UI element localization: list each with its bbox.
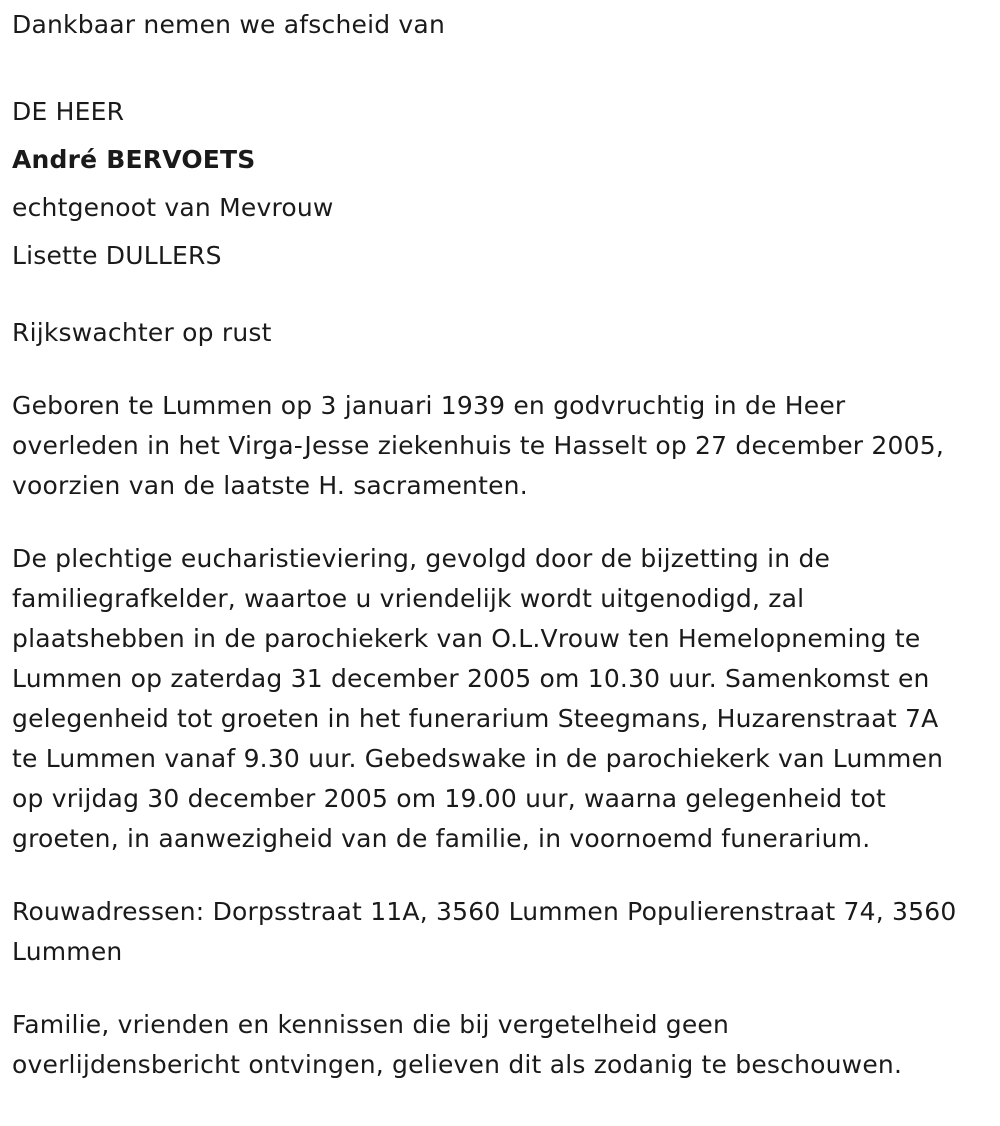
paragraph-line: gelegenheid tot groeten in het funerarium Steegmans, Huzarenstraat 7A bbox=[12, 704, 939, 733]
spacer bbox=[12, 353, 992, 386]
relation-line-1: echtgenoot van Mevrouw bbox=[12, 193, 334, 222]
paragraph-line: voorzien van de laatste H. sacramenten. bbox=[12, 471, 528, 500]
paragraph-line: overlijdensbericht ontvingen, gelieven dit als zodanig te beschouwen. bbox=[12, 1050, 903, 1079]
paragraph-line: overleden in het Virga-Jesse ziekenhuis te Hasselt op 27 december 2005, bbox=[12, 431, 944, 460]
paragraph-line: De plechtige eucharistieviering, gevolgd door de bijzetting in de bbox=[12, 544, 831, 573]
paragraph-line: familiegrafkelder, waartoe u vriendelijk wordt uitgenodigd, zal bbox=[12, 584, 805, 613]
paragraph-line: te Lummen vanaf 9.30 uur. Gebedswake in de parochiekerk van Lummen bbox=[12, 744, 944, 773]
ceremony-paragraph bbox=[12, 539, 992, 859]
spacer bbox=[12, 859, 992, 892]
honorific-title: DE HEER bbox=[12, 97, 125, 126]
paragraph-line: Lummen bbox=[12, 937, 123, 966]
occupation-text: Rijkswachter op rust bbox=[12, 318, 272, 347]
deceased-name: André BERVOETS bbox=[12, 145, 256, 174]
birth-death-paragraph bbox=[12, 386, 992, 506]
paragraph-line: Rouwadressen: Dorpsstraat 11A, 3560 Lummen Populierenstraat 74, 3560 bbox=[12, 897, 957, 926]
closing-paragraph bbox=[12, 1005, 992, 1085]
paragraph-line: groeten, in aanwezigheid van de familie, in voornoemd funerarium. bbox=[12, 824, 871, 853]
intro-text: Dankbaar nemen we afscheid van bbox=[12, 10, 445, 39]
addresses-paragraph bbox=[12, 892, 992, 972]
spacer bbox=[12, 972, 992, 1005]
relation-line-2: Lisette DULLERS bbox=[12, 241, 222, 270]
paragraph-line: Lummen op zaterdag 31 december 2005 om 10.30 uur. Samenkomst en bbox=[12, 664, 930, 693]
paragraph-line: plaatshebben in de parochiekerk van O.L.Vrouw ten Hemelopneming te bbox=[12, 624, 921, 653]
paragraph-line: Familie, vrienden en kennissen die bij vergetelheid geen bbox=[12, 1010, 730, 1039]
paragraph-line: Geboren te Lummen op 3 januari 1939 en godvruchtig in de Heer bbox=[12, 391, 846, 420]
paragraph-line: op vrijdag 30 december 2005 om 19.00 uur, waarna gelegenheid tot bbox=[12, 784, 886, 813]
spacer bbox=[12, 280, 992, 313]
spacer bbox=[12, 506, 992, 539]
spacer bbox=[12, 42, 992, 88]
